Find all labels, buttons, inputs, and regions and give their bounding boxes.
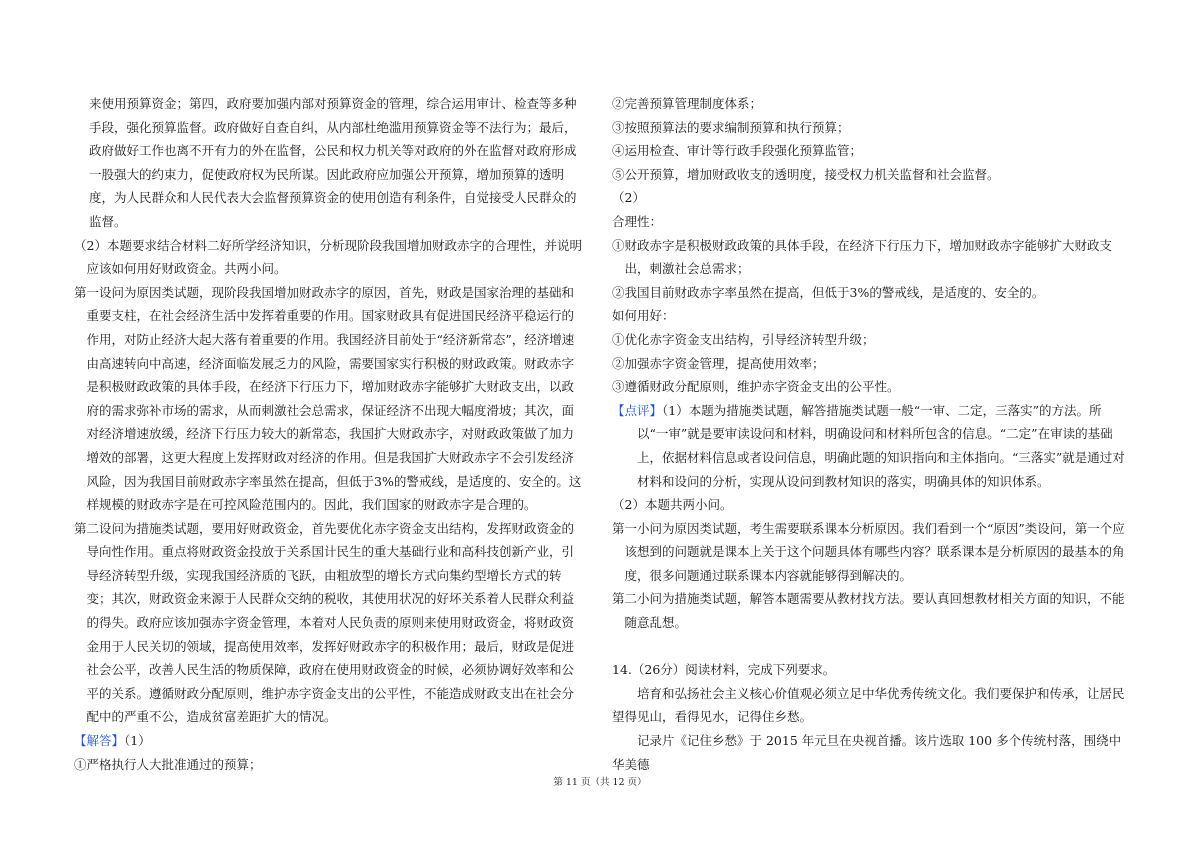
answer-item-1: ①严格执行人大批准通过的预算； [74, 756, 262, 772]
paragraph-part2-intro: （2）本题要求结合材料二好所学经济知识，分析现阶段我国增加财政赤字的合理性，并说明应该如何用好财政资金。共两小问。 [74, 237, 582, 277]
answer-heading [74, 729, 582, 753]
how-to-use-item-3: ③遵循财政分配原则，维护赤字资金支出的公平性。 [612, 379, 900, 395]
paragraph-first-question: 第一设问为原因类试题，现阶段我国增加财政赤字的原因，首先，财政是国家治理的基础和重要支柱，在社会经济生活中发挥着重要的作用。国家财政具有促进国民经济平稳运行的作用，对防止经济大起大落有着重要的作用。我国经济目前处于“经济新常态”，经济增速由高速转向中高速，经济面临发展乏力的风险，需要国家实行积极的财政政策。财政赤字是积极财政政策的具体手段，在经济下行压力下，增加财政赤字能够扩大财政支出，以政府的需求弥补市场的需求，从而刺激社会总需求，保证经济不出现大幅度滑坡；其次，面对经济增速放缓，经济下行压力较大的新常态，我国扩大财政赤字，对财政政策做了加力增效的部署，这更大程度上发挥财政对经济的作用。但是我国扩大财政赤字不会引发经济风险，因为我国目前财政赤字率虽然在提高，但低于3%的警戒线，是适度的、安全的。这样规模的财政赤字是在可控风险范围内的。因此，我们国家的财政赤字是合理的。 [74, 284, 582, 513]
spacer [612, 635, 1126, 659]
answer-item-5: ⑤公开预算，增加财政收支的透明度，接受权力机关监督和社会监督。 [612, 166, 1000, 182]
comment-part1-text: （1）本题为措施类试题，解答措施类试题一般“一审、二定，三落实”的方法。所以“一审”就是要审读设问和材料，明确设问和材料所包含的信息。“二定”在审读的基础上，依据材料信息或者设问信息，明确此题的知识指向和主体指向。“三落实”就是通过对材料和设问的分析，实现从设问到教材知识的落实，明确具体的知识体系。 [637, 402, 1125, 489]
paragraph-second-question: 第二设问为措施类试题，要用好财政资金，首先要优化赤字资金支出结构，发挥财政资金的导向性作用。重点将财政资金投放于关系国计民生的重大基础行业和高科技创新产业，引导经济转型升级，实现我国经济质的飞跃，由粗放型的增长方式向集约型增长方式的转变；其次，财政资金来源于人民群众交纳的税收，其使用状况的好坏关系着人民群众利益的得失。政府应该加强赤字资金管理，本着对人民负责的原则来使用财政资金，将财政资金用于人民关切的领域，提高使用效率，发挥好财政赤字的积极作用；最后，财政是促进社会公平，改善人民生活的物质保障，政府在使用财政资金的时候，必须协调好效率和公平的关系。遵循财政分配原则，维护赤字资金支出的公平性，不能造成财政支出在社会分配中的严重不公，造成贫富差距扩大的情况。 [74, 520, 575, 725]
question-14-material-1: 培育和弘扬社会主义核心价值观必须立足中华优秀传统文化。我们要保护和传承，让居民望得见山，看得见水，记得住乡愁。 [612, 685, 1125, 725]
comment-part1 [612, 399, 1126, 493]
how-to-use-item-2: ②加强赤字资金管理，提高使用效率； [612, 355, 825, 371]
answer-item-4: ④运用检查、审计等行政手段强化预算监管； [612, 143, 863, 159]
answer-part-number: （1） [124, 733, 151, 749]
comment-tag: 【点评】 [612, 402, 663, 418]
how-to-use-item-1: ①优化赤字资金支出结构，引导经济转型升级； [612, 331, 875, 347]
rationality-item-1: ①财政赤字是积极财政政策的具体手段，在经济下行压力下，增加财政赤字能够扩大财政支出，刺激社会总需求； [612, 237, 1113, 277]
question-14-heading: 14.（26分）阅读材料，完成下列要求。 [612, 662, 836, 678]
comment-first-subquestion: 第一小问为原因类试题，考生需要联系课本分析原因。我们看到一个“原因”类设问，第一个应该想到的问题就是课本上关于这个问题具体有哪些内容？联系课本是分析原因的最基本的角度，很多问题通过联系课本内容就能够得到解决的。 [612, 520, 1125, 583]
comment-second-subquestion: 第二小问为措施类试题，解答本题需要从教材找方法。要认真回想教材相关方面的知识，不能随意乱想。 [612, 591, 1125, 631]
question-14-material-2: 记录片《记住乡愁》于 2015 年元旦在央视首播。该片选取 100 多个传统村落，围绕中华美德 [612, 733, 1122, 772]
page-footer: 第 11 页（共 12 页） [553, 777, 647, 788]
answer-part2-number: （2） [612, 190, 645, 206]
how-to-use-heading: 如何用好： [612, 308, 675, 324]
rationality-heading: 合理性： [612, 213, 663, 229]
answer-item-3: ③按照预算法的要求编制预算和执行预算； [612, 119, 850, 135]
paragraph-budget-supervision: 来使用预算资金；第四，政府要加强内部对预算资金的管理，综合运用审计、检查等多种手段，强化预算监督。政府做好自查自纠，从内部杜绝滥用预算资金等不法行为；最后，政府做好工作也离不开有力的外在监督，公民和权力机关等对政府的外在监督对政府形成一股强大的约束力，促使政府权为民所谋。因此政府应加强公开预算，增加预算的透明度，为人民群众和人民代表大会监督预算资金的使用创造有利条件，自觉接受人民群众的监督。 [89, 96, 577, 229]
comment-part2: （2）本题共两小问。 [612, 497, 733, 513]
right-column [612, 92, 1126, 776]
rationality-item-2: ②我国目前财政赤字率虽然在提高，但低于3%的警戒线，是适度的、安全的。 [612, 284, 1045, 300]
answer-item-2: ②完善预算管理制度体系； [612, 96, 763, 111]
left-column [74, 92, 582, 776]
answer-tag: 【解答】 [74, 733, 125, 749]
